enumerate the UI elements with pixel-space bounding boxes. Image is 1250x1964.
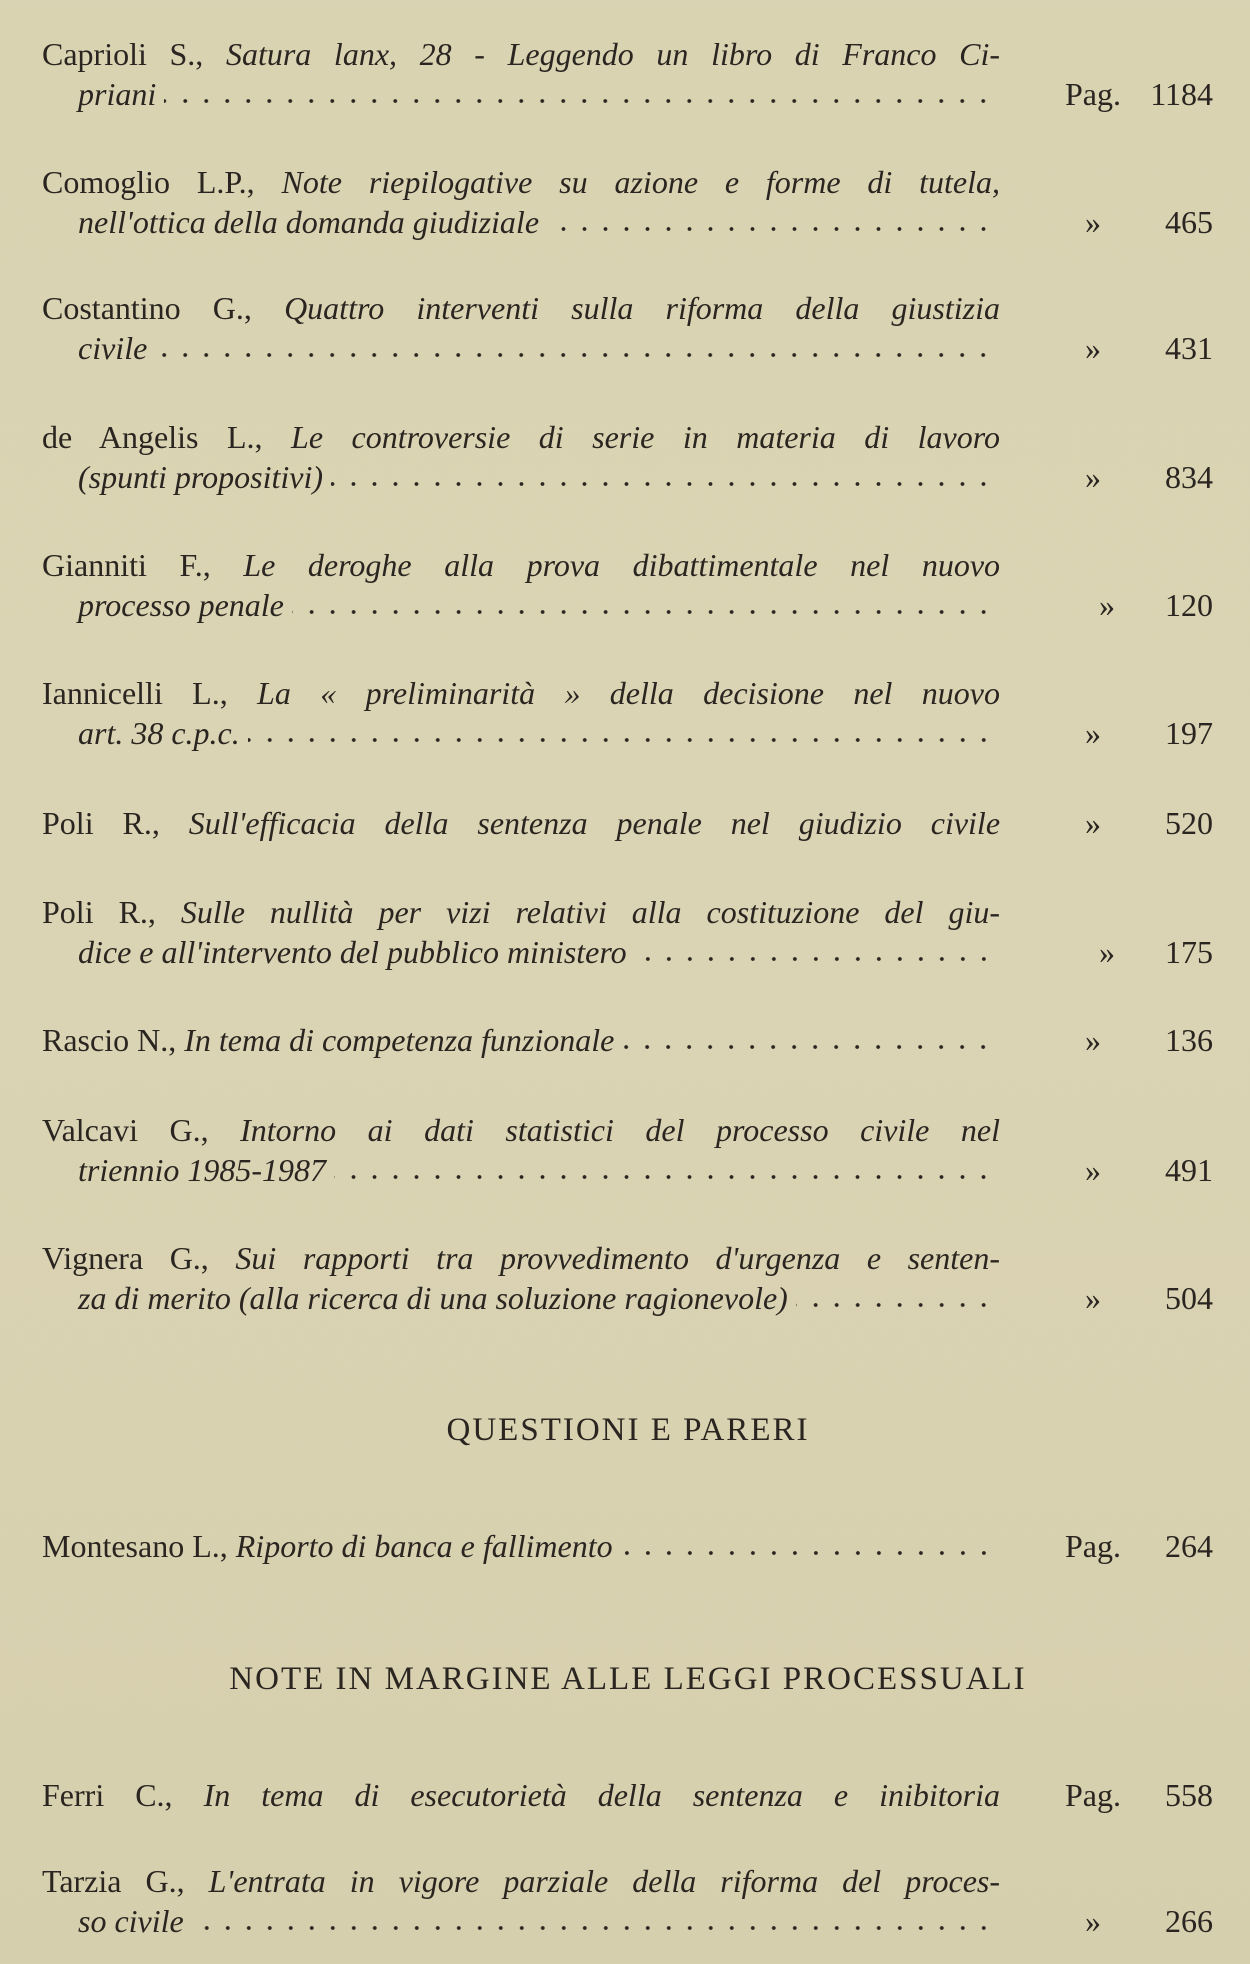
dot-leader (155, 328, 994, 368)
dot-leader (334, 1150, 994, 1190)
toc-entry (42, 417, 1213, 497)
page-marker: » (1085, 805, 1101, 841)
toc-entry (42, 1861, 1213, 1941)
toc-entry (42, 892, 1213, 972)
page-marker: » (1085, 1152, 1101, 1188)
page-number: 465 (1165, 204, 1213, 240)
dot-leader (292, 585, 994, 625)
entry-title-cont: dice e all'intervento del pubblico ministero (78, 934, 627, 970)
page-marker: » (1085, 1280, 1101, 1316)
entry-title: L'entrata in vigore parziale della riforma del proces- (208, 1863, 1001, 1899)
page-number: 264 (1165, 1528, 1213, 1564)
entry-title: Riporto di banca e fallimento (235, 1528, 613, 1564)
dot-leader (192, 1901, 994, 1941)
toc-entry (42, 1526, 1213, 1566)
entry-author: Rascio N., (42, 1022, 177, 1058)
dot-leader (622, 1020, 994, 1060)
entry-title-cont: nell'ottica della domanda giudiziale (78, 204, 540, 240)
page-marker: » (1099, 934, 1115, 970)
page-marker: » (1099, 587, 1115, 623)
entry-title-cont: art. 38 c.p.c. (78, 715, 240, 751)
entry-title: Sui rapporti tra provvedimento d'urgenza e senten- (235, 1240, 1001, 1276)
dot-leader (248, 713, 994, 753)
entry-title: Sull'efficacia della sentenza penale nel giudizio civile (188, 805, 1001, 841)
toc-entry (42, 162, 1213, 242)
page-marker: » (1085, 204, 1101, 240)
dot-leader (547, 202, 994, 242)
entry-author: Gianniti F., (42, 547, 211, 583)
page-marker: » (1085, 459, 1101, 495)
toc-entry (42, 1110, 1213, 1190)
entry-title-cont: so civile (78, 1903, 184, 1939)
entry-title: Satura lanx, 28 - Leggendo un libro di Franco Ci- (225, 36, 1001, 72)
entry-title: La « preliminarità » della decisione nel nuovo (257, 675, 1001, 711)
page-marker: » (1085, 1022, 1101, 1058)
page-number: 834 (1165, 459, 1213, 495)
entry-title: Le controversie di serie in materia di lavoro (291, 419, 1001, 455)
entry-title: Intorno ai dati statistici del processo civile nel (240, 1112, 1001, 1148)
entry-title: Le deroghe alla prova dibattimentale nel nuovo (243, 547, 1001, 583)
page-marker: Pag. (1065, 1528, 1121, 1564)
entry-author: de Angelis L., (42, 419, 263, 455)
entry-author: Iannicelli L., (42, 675, 228, 711)
page-marker: Pag. (1065, 76, 1121, 112)
page-marker: » (1085, 330, 1101, 366)
toc-entry (42, 803, 1213, 843)
page-number: 431 (1165, 330, 1213, 366)
entry-author: Montesano L., (42, 1528, 228, 1564)
entry-title: Sulle nullità per vizi relativi alla costituzione del giu- (180, 894, 1001, 930)
page-number: 266 (1165, 1903, 1213, 1939)
entry-title-cont: triennio 1985-1987 (78, 1152, 326, 1188)
dot-leader (331, 457, 994, 497)
entry-author: Caprioli S., (42, 36, 204, 72)
toc-entry (42, 34, 1213, 114)
toc-entry (42, 1238, 1213, 1318)
page-marker: » (1085, 715, 1101, 751)
toc-entry (42, 1020, 1213, 1060)
page-number: 197 (1165, 715, 1213, 751)
entry-title-cont: processo penale (78, 587, 284, 623)
entry-author: Poli R., (42, 805, 160, 841)
toc-entry (42, 545, 1213, 625)
entry-title: Note riepilogative su azione e forme di tutela, (281, 164, 1001, 200)
section-heading-questioni: QUESTIONI E PARERI (446, 1412, 810, 1448)
entry-author: Tarzia G., (42, 1863, 185, 1899)
entry-title: In tema di competenza funzionale (184, 1022, 615, 1058)
entry-title-cont: za di merito (alla ricerca di una soluzione ragionevole) (78, 1280, 788, 1316)
page-number: 120 (1165, 587, 1213, 623)
entry-title: Quattro interventi sulla riforma della giustizia (284, 290, 1001, 326)
dot-leader (796, 1278, 994, 1318)
entry-author: Ferri C., (42, 1777, 173, 1813)
entry-author: Costantino G., (42, 290, 252, 326)
dot-leader (164, 74, 994, 114)
entry-author: Vignera G., (42, 1240, 209, 1276)
dot-leader (635, 932, 994, 972)
page-number: 136 (1165, 1022, 1213, 1058)
section-heading-note: NOTE IN MARGINE ALLE LEGGI PROCESSUALI (229, 1661, 1027, 1697)
entry-author: Valcavi G., (42, 1112, 209, 1148)
entry-title-cont: civile (78, 330, 148, 366)
entry-author: Poli R., (42, 894, 156, 930)
page-number: 558 (1165, 1777, 1213, 1813)
entry-title-cont: (spunti propositivi) (78, 459, 324, 495)
page-number: 504 (1165, 1280, 1213, 1316)
page-number: 175 (1165, 934, 1213, 970)
page-marker: Pag. (1065, 1777, 1121, 1813)
page-marker: » (1085, 1903, 1101, 1939)
toc-entry (42, 673, 1213, 753)
page-number: 1184 (1150, 76, 1213, 112)
entry-author: Comoglio L.P., (42, 164, 255, 200)
entry-title-cont: priani (78, 76, 157, 112)
page-number: 520 (1165, 805, 1213, 841)
dot-leader (621, 1526, 994, 1566)
toc-entry (42, 1775, 1213, 1815)
page-number: 491 (1165, 1152, 1213, 1188)
entry-title: In tema di esecutorietà della sentenza e inibitoria (203, 1777, 1001, 1813)
toc-entry (42, 288, 1213, 368)
